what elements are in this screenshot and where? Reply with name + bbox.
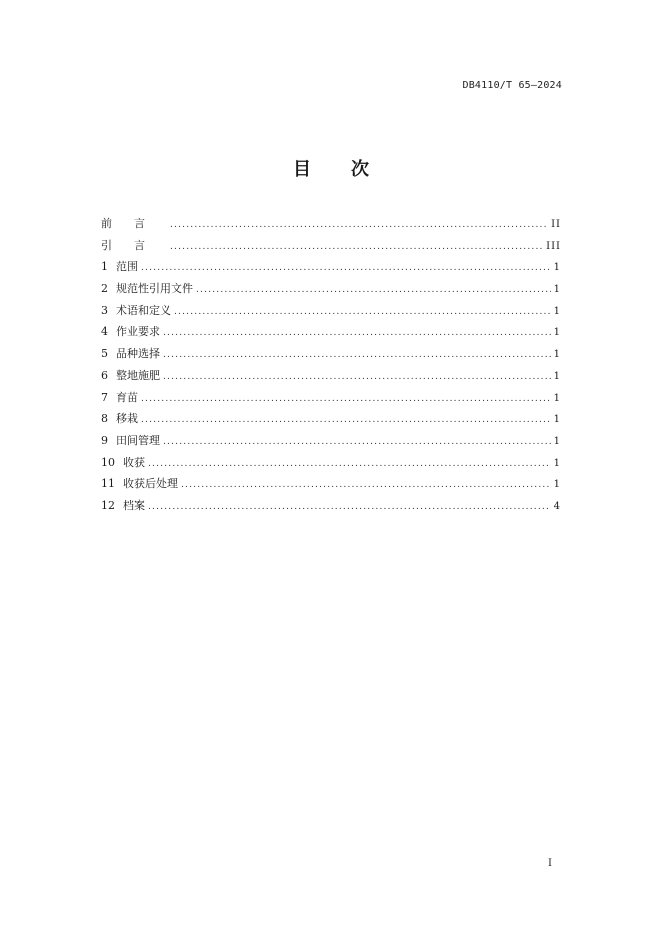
toc-entry-number: 2	[101, 282, 108, 296]
toc-entry-text: 田间管理	[116, 433, 160, 447]
toc-dot-leader	[148, 497, 551, 519]
toc-entry-number: 6	[101, 368, 108, 382]
toc-entry-label	[101, 213, 167, 235]
toc-entry-number: 8	[101, 412, 108, 426]
toc-entry-number: 1	[101, 260, 108, 274]
toc-entry[interactable]	[101, 235, 561, 257]
document-code: DB4110/T 65—2024	[462, 80, 562, 91]
toc-entry-page: 1	[553, 327, 561, 339]
toc-entry-page: 1	[553, 414, 561, 426]
toc-entry-text: 规范性引用文件	[116, 282, 193, 296]
toc-entry-label	[101, 278, 193, 300]
toc-dot-leader	[170, 237, 543, 259]
toc-entry-label	[101, 473, 178, 495]
toc-entry-text: 收获	[123, 455, 145, 469]
toc-entry-label	[101, 256, 138, 278]
toc-entry[interactable]	[101, 430, 561, 452]
toc-entry[interactable]	[101, 278, 561, 300]
toc-entry[interactable]	[101, 408, 561, 430]
toc-entry-page: 1	[553, 435, 561, 447]
toc-entry-text: 术语和定义	[116, 303, 171, 317]
toc-entry-page: 1	[553, 392, 561, 404]
toc-entry-label	[101, 321, 160, 343]
toc-entry-page: 4	[553, 500, 561, 512]
toc-dot-leader	[148, 454, 551, 476]
toc-entry-label	[101, 387, 138, 409]
toc-dot-leader	[163, 432, 551, 454]
toc-dot-leader	[174, 302, 551, 324]
toc-entry-text: 整地施肥	[116, 368, 160, 382]
toc-entry-number: 3	[101, 303, 108, 317]
toc-entry-number: 7	[101, 390, 108, 404]
toc-entry-number: 9	[101, 433, 108, 447]
toc-entry-number: 4	[101, 325, 108, 339]
toc-entry[interactable]	[101, 473, 561, 495]
toc-entry-number: 5	[101, 347, 108, 361]
toc-entry-text: 引言	[101, 238, 167, 252]
page-title	[0, 155, 662, 181]
toc-entry-page: 1	[553, 305, 561, 317]
toc-entry-label	[101, 408, 138, 430]
page-number: I	[548, 858, 552, 869]
toc-dot-leader	[170, 215, 548, 237]
toc-entry-text: 收获后处理	[123, 477, 178, 491]
toc-entry-text: 档案	[123, 498, 145, 512]
toc-entry-page: II	[551, 219, 561, 230]
toc-entry[interactable]	[101, 213, 561, 235]
toc-entry-label	[101, 365, 160, 387]
toc-entry-page: 1	[553, 349, 561, 361]
toc-dot-leader	[181, 475, 551, 497]
toc-dot-leader	[163, 367, 551, 389]
toc-entry-text: 前言	[101, 217, 167, 230]
toc-dot-leader	[141, 258, 551, 280]
toc-entry-text: 作业要求	[116, 325, 160, 339]
toc-entry[interactable]	[101, 495, 561, 517]
toc-dot-leader	[196, 280, 551, 302]
toc-entry-page: 1	[553, 457, 561, 469]
toc-entry-label	[101, 495, 145, 517]
title-char-1: 目	[293, 159, 311, 180]
toc-entry-page: 1	[553, 479, 561, 491]
toc-entry[interactable]	[101, 256, 561, 278]
toc-entry[interactable]	[101, 321, 561, 343]
toc-entry[interactable]	[101, 300, 561, 322]
toc-entry-page: 1	[553, 262, 561, 274]
toc-entry-page: 1	[553, 370, 561, 382]
toc-entry[interactable]	[101, 343, 561, 365]
toc-entry-label	[101, 452, 145, 474]
toc-dot-leader	[163, 345, 551, 367]
toc-entry[interactable]	[101, 365, 561, 387]
toc-entry-number: 10	[101, 455, 115, 469]
title-char-2: 次	[351, 159, 369, 180]
table-of-contents	[101, 213, 561, 517]
toc-entry-page: III	[546, 240, 561, 252]
toc-entry-text: 品种选择	[116, 347, 160, 361]
toc-entry-text: 范围	[116, 260, 138, 274]
toc-dot-leader	[163, 323, 551, 345]
toc-dot-leader	[141, 410, 551, 432]
toc-entry-text: 育苗	[116, 390, 138, 404]
toc-entry-label	[101, 300, 171, 322]
toc-entry-number: 11	[101, 477, 115, 491]
toc-dot-leader	[141, 389, 551, 411]
toc-entry[interactable]	[101, 387, 561, 409]
toc-entry-page: 1	[553, 284, 561, 296]
toc-entry-number: 12	[101, 498, 115, 512]
toc-entry-text: 移栽	[116, 412, 138, 426]
toc-entry-label	[101, 235, 167, 257]
toc-entry[interactable]	[101, 452, 561, 474]
toc-entry-label	[101, 430, 160, 452]
toc-entry-label	[101, 343, 160, 365]
